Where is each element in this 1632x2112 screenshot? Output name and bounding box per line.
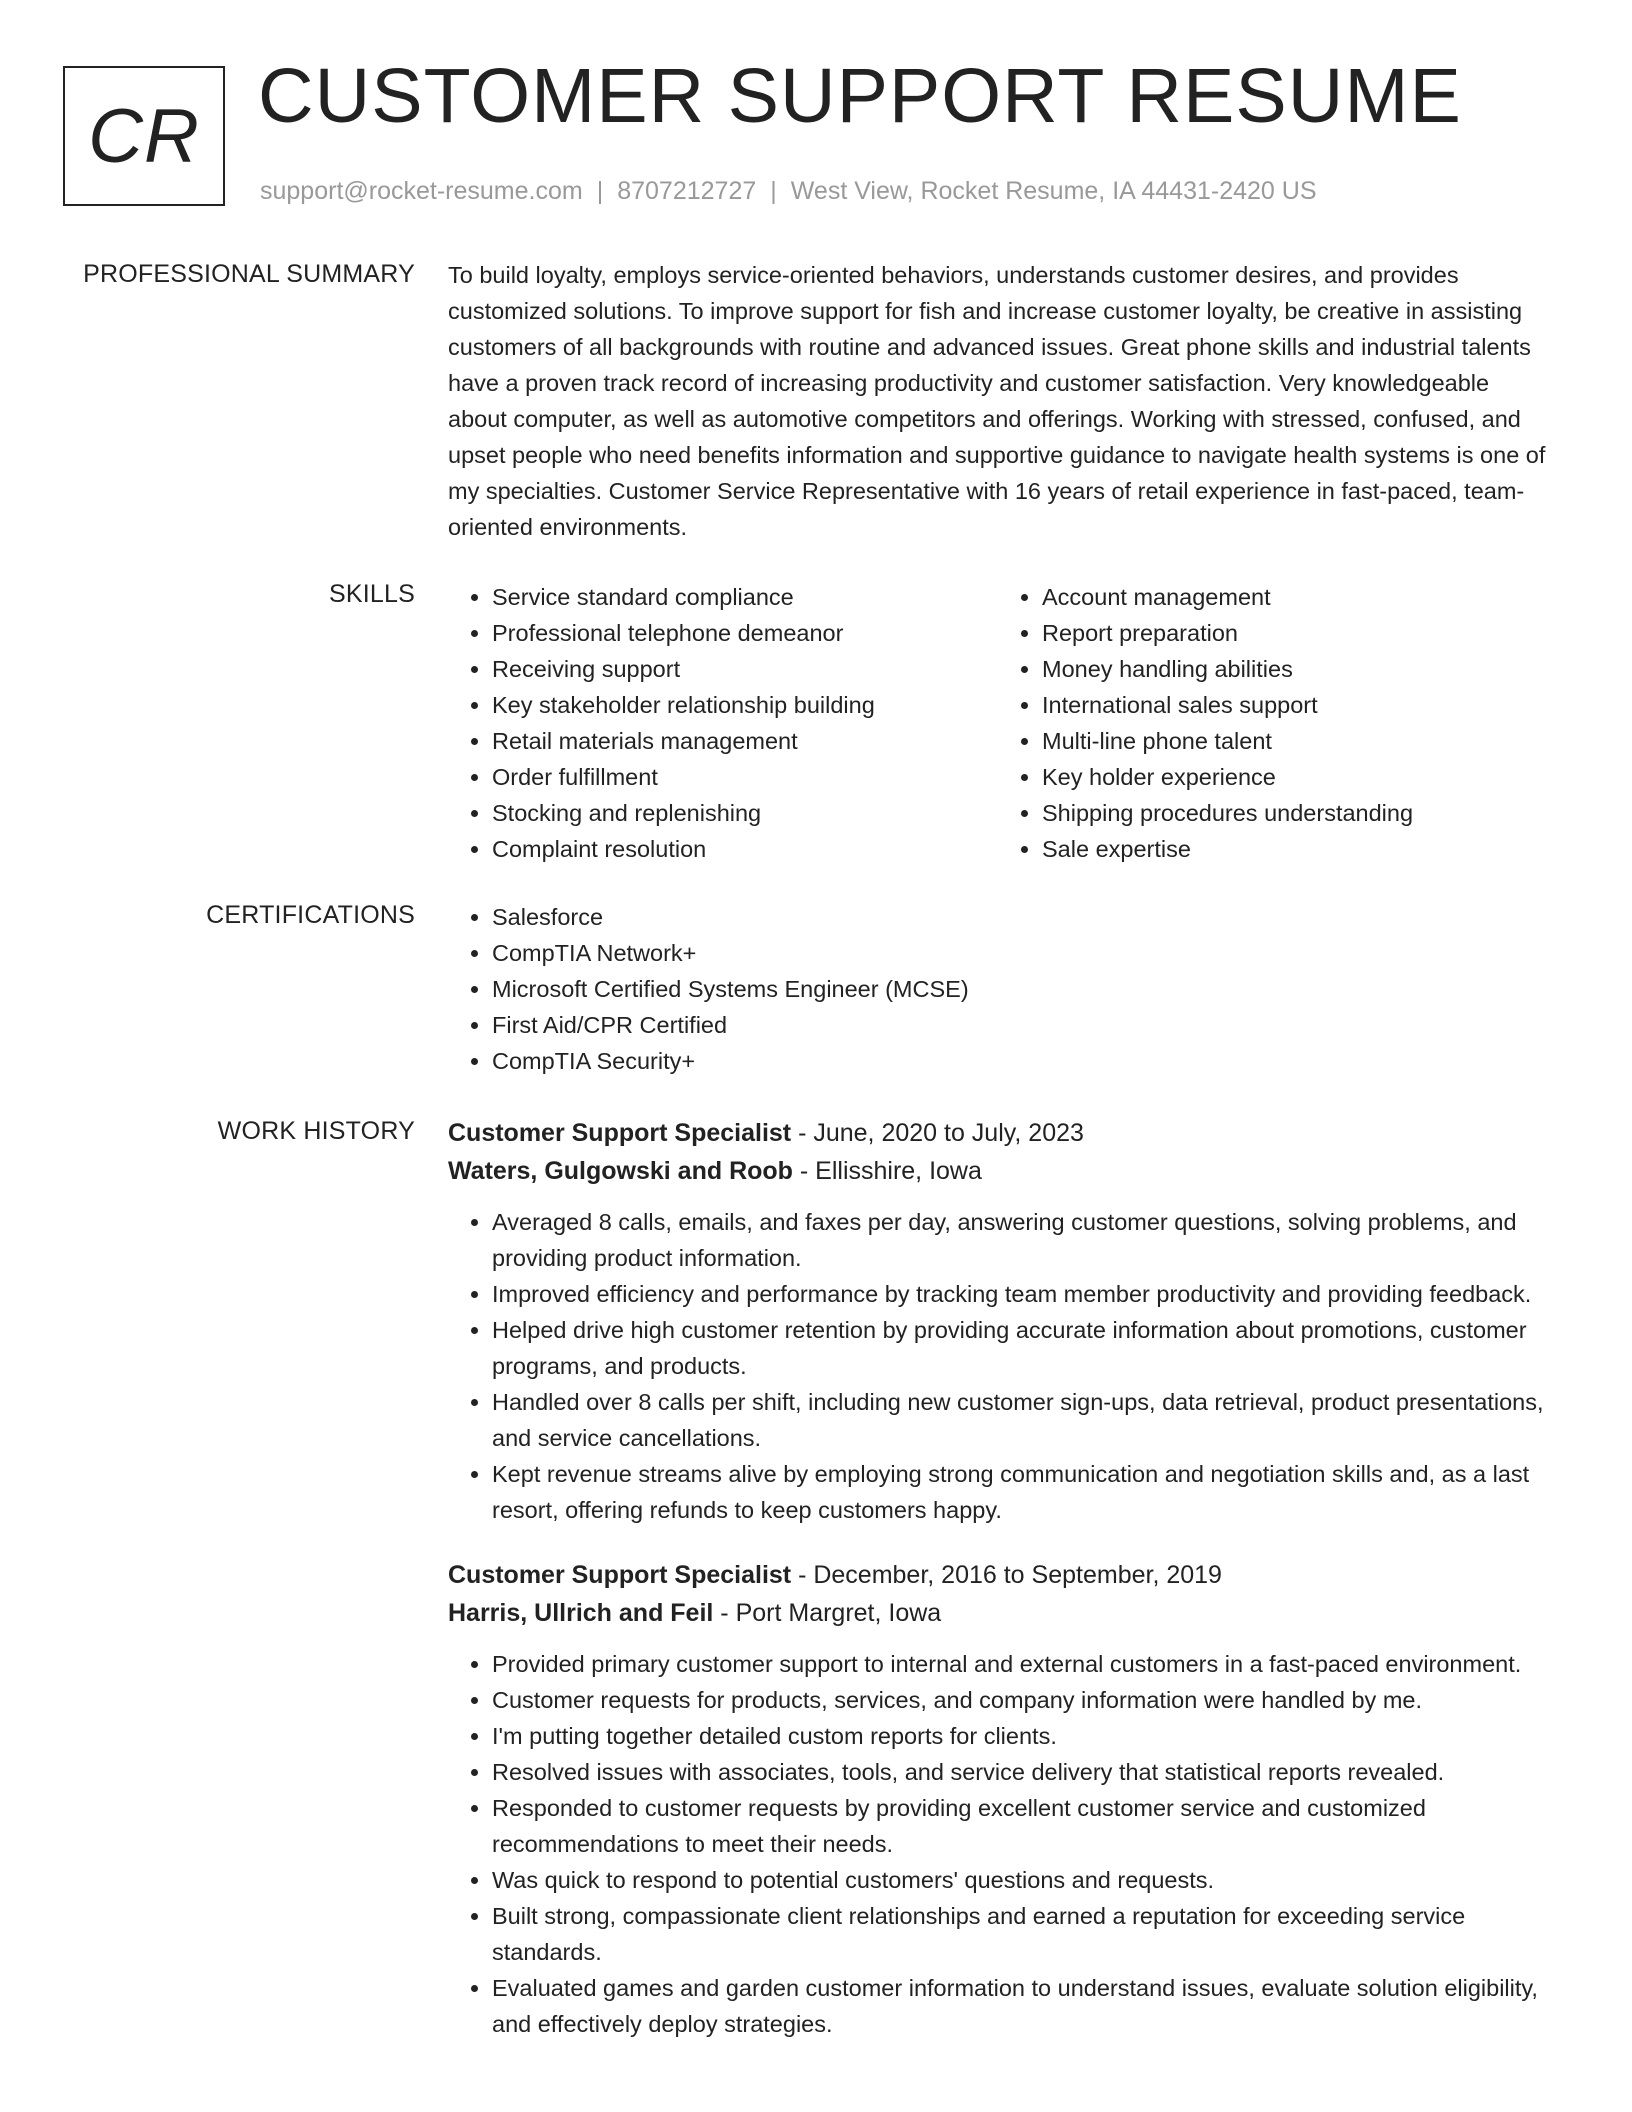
job-title-line [448,1114,1573,1152]
job-bullet: • Resolved issues with associates, tools, and service delivery that statistical reports revealed. [492,1754,1573,1790]
work-history-heading: WORK HISTORY [217,1117,415,1145]
skills-column-left [448,579,998,867]
contact-email: support@rocket-resume.com [260,177,583,205]
skill-item: • Shipping procedures understanding [1042,795,1548,831]
job-bullet: • Handled over 8 calls per shift, including new customer sign-ups, data retrieval, product presentations, and service cancellations. [492,1384,1573,1456]
job-bullet: • Built strong, compassionate client relationships and earned a reputation for exceeding service standards. [492,1898,1573,1970]
job-location: - Port Margret, Iowa [713,1599,942,1627]
skill-item: • Order fulfillment [492,759,998,795]
summary-section [448,257,1553,545]
skill-item: • Complaint resolution [492,831,998,867]
skills-heading: SKILLS [329,580,415,608]
certifications-section [448,899,1573,1079]
job-company-line [448,1152,1573,1190]
contact-separator: | [770,177,777,205]
job-bullet: • Improved efficiency and performance by tracking team member productivity and providing feedback. [492,1276,1573,1312]
job-company: Waters, Gulgowski and Roob [448,1157,793,1185]
job-entry [448,1114,1573,1528]
job-bullet: • Provided primary customer support to internal and external customers in a fast-paced environment. [492,1646,1573,1682]
skill-item: • Money handling abilities [1042,651,1548,687]
summary-heading: PROFESSIONAL SUMMARY [83,260,415,288]
summary-text: To build loyalty, employs service-oriented behaviors, understands customer desires, and provides customized solutions. To improve support for fish and increase customer loyalty, be creative in assisting customers of all backgrounds with routine and advanced issues. Great phone skills and industrial talents have a proven track record of increasing productivity and customer satisfaction. Very knowledgeable about computer, as well as automotive competitors and offerings. Working with stressed, confused, and upset people who need benefits information and supportive guidance to navigate health systems is one of my specialties. Customer Service Representative with 16 years of retail experience in fast-paced, team-oriented environments. [448,262,1546,540]
certification-item: • CompTIA Network+ [492,935,1573,971]
skill-item: • Key holder experience [1042,759,1548,795]
job-company: Harris, Ullrich and Feil [448,1599,714,1627]
skills-column-right [998,579,1548,867]
job-bullet: • Customer requests for products, services, and company information were handled by me. [492,1682,1573,1718]
job-title: Customer Support Specialist [448,1119,792,1147]
skill-item: • International sales support [1042,687,1548,723]
skill-item: • Multi-line phone talent [1042,723,1548,759]
skill-item: • Key stakeholder relationship building [492,687,998,723]
job-bullet: • Was quick to respond to potential customers' questions and requests. [492,1862,1573,1898]
job-entry [448,1556,1573,2042]
job-bullet: • Evaluated games and garden customer information to understand issues, evaluate solution eligibility, and effectively deploy strategies. [492,1970,1573,2042]
page-title: CUSTOMER SUPPORT RESUME [258,53,1462,139]
job-company-line [448,1594,1573,1632]
certification-item: • Salesforce [492,899,1573,935]
certifications-heading: CERTIFICATIONS [206,901,415,929]
job-bullet: • I'm putting together detailed custom reports for clients. [492,1718,1573,1754]
contact-address: West View, Rocket Resume, IA 44431-2420 US [790,177,1317,205]
job-dates: - December, 2016 to September, 2019 [791,1561,1222,1589]
job-bullet: • Kept revenue streams alive by employing strong communication and negotiation skills and, as a last resort, offering refunds to keep customers happy. [492,1456,1573,1528]
contact-phone: 8707212727 [617,177,757,205]
contact-separator: | [596,177,604,205]
work-history-section [448,1114,1573,2042]
job-title: Customer Support Specialist [448,1561,792,1589]
skill-item: • Stocking and replenishing [492,795,998,831]
job-bullet: • Averaged 8 calls, emails, and faxes per day, answering customer questions, solving problems, and providing product information. [492,1204,1573,1276]
job-bullet: • Helped drive high customer retention by providing accurate information about promotions, customer programs, and products. [492,1312,1573,1384]
monogram: CR [63,66,225,206]
skill-item: • Receiving support [492,651,998,687]
certification-item: • CompTIA Security+ [492,1043,1573,1079]
certification-item: • First Aid/CPR Certified [492,1007,1573,1043]
skill-item: • Professional telephone demeanor [492,615,998,651]
skill-item: • Account management [1042,579,1548,615]
skill-item: • Service standard compliance [492,579,998,615]
skill-item: • Sale expertise [1042,831,1548,867]
job-title-line [448,1556,1573,1594]
job-dates: - June, 2020 to July, 2023 [791,1119,1084,1147]
job-location: - Ellisshire, Iowa [792,1157,982,1185]
job-bullet: • Responded to customer requests by providing excellent customer service and customized recommendations to meet their needs. [492,1790,1573,1862]
contact-line [260,177,1317,206]
skill-item: • Retail materials management [492,723,998,759]
skills-section [448,579,1573,867]
certification-item: • Microsoft Certified Systems Engineer (MCSE) [492,971,1573,1007]
skill-item: • Report preparation [1042,615,1548,651]
